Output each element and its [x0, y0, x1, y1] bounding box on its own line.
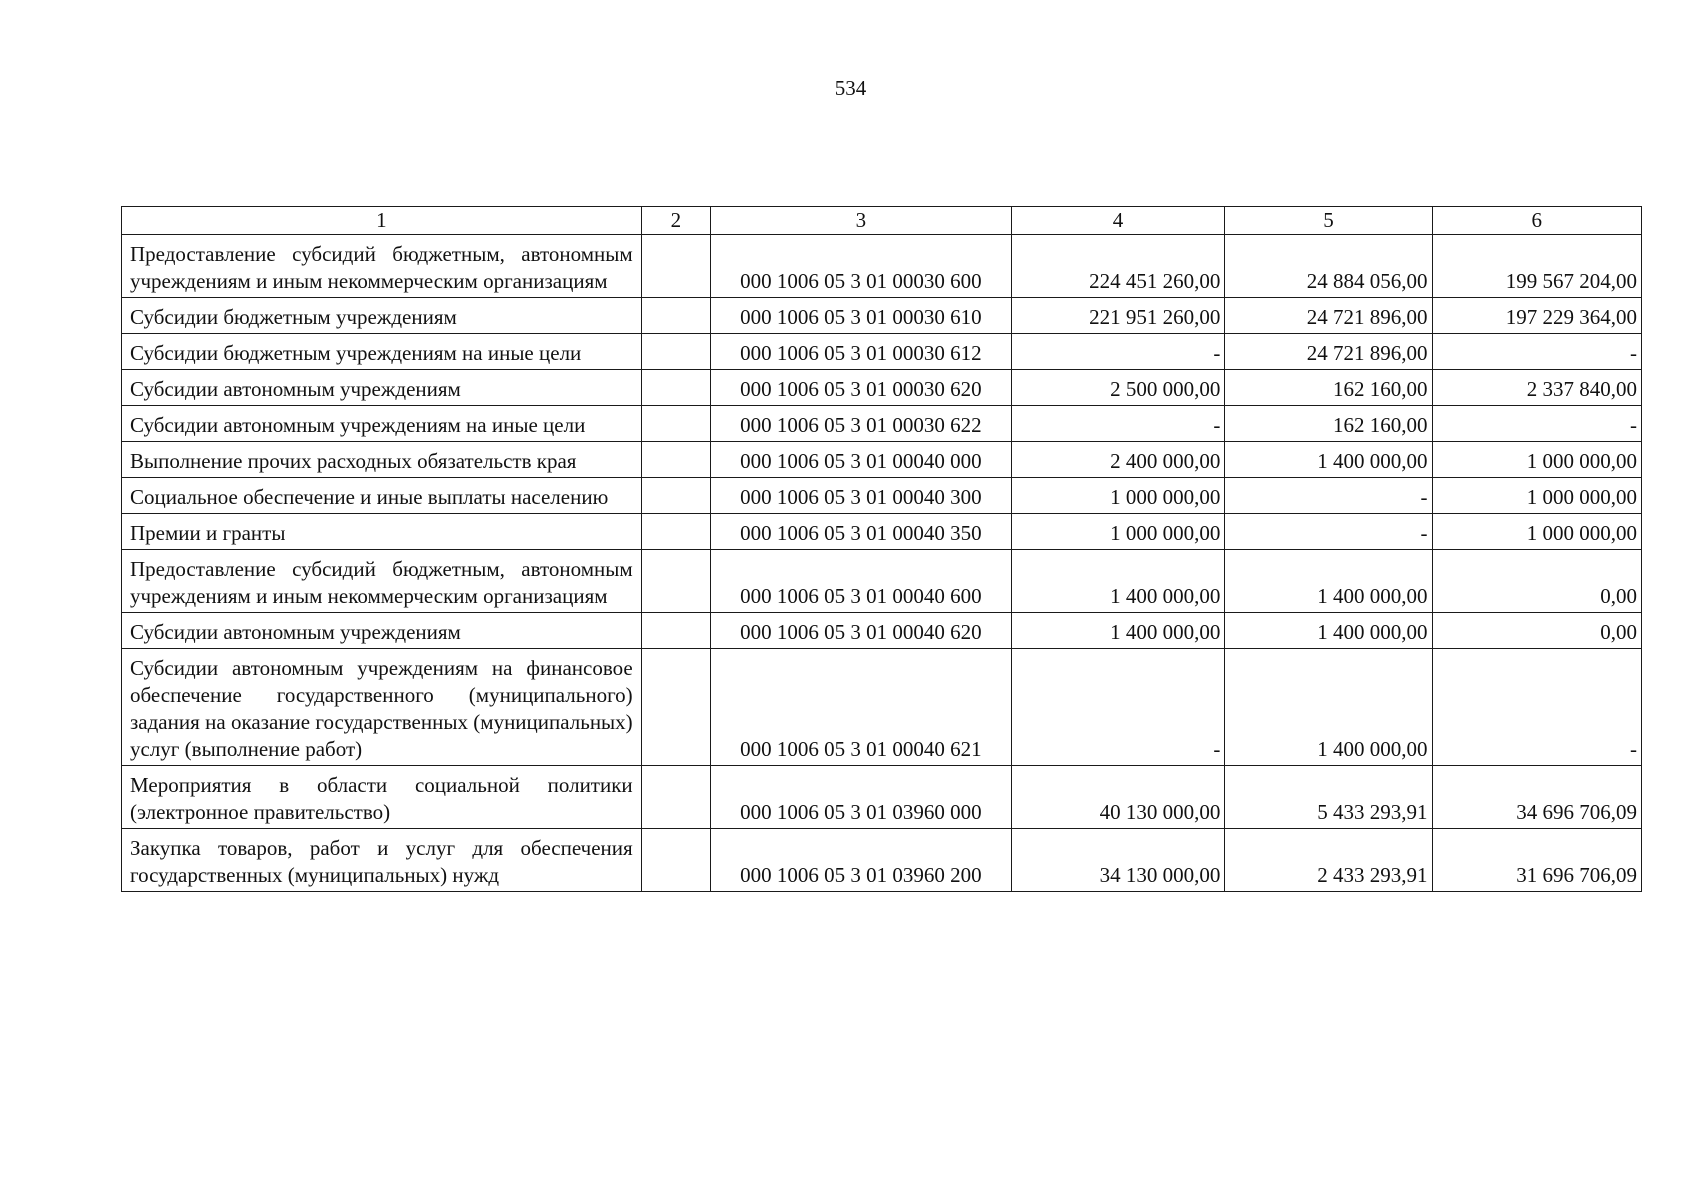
- table-row: [122, 514, 1642, 550]
- row-code-cell: 000 1006 05 3 01 00040 600: [711, 550, 1012, 613]
- row-code-cell: 000 1006 05 3 01 00030 620: [711, 370, 1012, 406]
- row-name-cell: Субсидии автономным учреждениям: [122, 613, 642, 649]
- row-col4-value: 2 400 000,00: [1011, 442, 1225, 478]
- row-col6-value: 31 696 706,09: [1432, 829, 1641, 892]
- row-col4-value: 2 500 000,00: [1011, 370, 1225, 406]
- row-name-cell: Выполнение прочих расходных обязательств края: [122, 442, 642, 478]
- row-col5-value: 1 400 000,00: [1225, 649, 1432, 766]
- row-col2-cell: [641, 766, 710, 829]
- header-cell-col5: 5: [1225, 207, 1432, 235]
- row-col5-value: -: [1225, 478, 1432, 514]
- header-cell-col6: 6: [1432, 207, 1641, 235]
- row-col2-cell: [641, 298, 710, 334]
- row-col5-value: 162 160,00: [1225, 370, 1432, 406]
- header-cell-col1: 1: [122, 207, 642, 235]
- budget-table: [121, 206, 1642, 892]
- row-code-cell: 000 1006 05 3 01 00040 350: [711, 514, 1012, 550]
- row-col5-value: 5 433 293,91: [1225, 766, 1432, 829]
- row-name-cell: Субсидии автономным учреждениям на финансовое обеспечение государственного (муниципального) задания на оказание государственных (муниципальных) услуг (выполнение работ): [122, 649, 642, 766]
- header-cell-col4: 4: [1011, 207, 1225, 235]
- row-code-cell: 000 1006 05 3 01 00040 300: [711, 478, 1012, 514]
- page-number: 534: [834, 76, 867, 100]
- row-col5-value: 1 400 000,00: [1225, 442, 1432, 478]
- table-row: [122, 649, 1642, 766]
- row-col2-cell: [641, 478, 710, 514]
- row-col6-value: 199 567 204,00: [1432, 235, 1641, 298]
- row-name-cell: Премии и гранты: [122, 514, 642, 550]
- table-row: [122, 766, 1642, 829]
- row-col2-cell: [641, 550, 710, 613]
- row-col2-cell: [641, 514, 710, 550]
- row-col5-value: 2 433 293,91: [1225, 829, 1432, 892]
- row-col5-value: 24 721 896,00: [1225, 298, 1432, 334]
- row-col4-value: -: [1011, 334, 1225, 370]
- row-name-cell: Предоставление субсидий бюджетным, автономным учреждениям и иным некоммерческим организациям: [122, 235, 642, 298]
- row-name-cell: Предоставление субсидий бюджетным, автономным учреждениям и иным некоммерческим организациям: [122, 550, 642, 613]
- row-col5-value: -: [1225, 514, 1432, 550]
- row-col2-cell: [641, 649, 710, 766]
- row-col5-value: 24 721 896,00: [1225, 334, 1432, 370]
- row-col6-value: 197 229 364,00: [1432, 298, 1641, 334]
- row-col5-value: 24 884 056,00: [1225, 235, 1432, 298]
- row-name-cell: Субсидии бюджетным учреждениям: [122, 298, 642, 334]
- row-col6-value: 1 000 000,00: [1432, 442, 1641, 478]
- row-col6-value: 1 000 000,00: [1432, 478, 1641, 514]
- row-col6-value: 1 000 000,00: [1432, 514, 1641, 550]
- row-col4-value: 40 130 000,00: [1011, 766, 1225, 829]
- row-col6-value: 34 696 706,09: [1432, 766, 1641, 829]
- row-col4-value: 1 400 000,00: [1011, 613, 1225, 649]
- row-col6-value: -: [1432, 406, 1641, 442]
- row-col4-value: 1 000 000,00: [1011, 478, 1225, 514]
- row-col6-value: 0,00: [1432, 613, 1641, 649]
- row-code-cell: 000 1006 05 3 01 00030 622: [711, 406, 1012, 442]
- table-row: [122, 298, 1642, 334]
- row-col2-cell: [641, 613, 710, 649]
- row-col5-value: 162 160,00: [1225, 406, 1432, 442]
- row-name-cell: Субсидии автономным учреждениям: [122, 370, 642, 406]
- table-row: [122, 613, 1642, 649]
- row-col4-value: 221 951 260,00: [1011, 298, 1225, 334]
- row-name-cell: Мероприятия в области социальной политики (электронное правительство): [122, 766, 642, 829]
- row-col2-cell: [641, 442, 710, 478]
- row-name-cell: Субсидии автономным учреждениям на иные цели: [122, 406, 642, 442]
- row-code-cell: 000 1006 05 3 01 00030 612: [711, 334, 1012, 370]
- row-col6-value: 2 337 840,00: [1432, 370, 1641, 406]
- table-row: [122, 370, 1642, 406]
- row-col2-cell: [641, 829, 710, 892]
- row-col6-value: 0,00: [1432, 550, 1641, 613]
- row-col4-value: -: [1011, 406, 1225, 442]
- row-col4-value: 34 130 000,00: [1011, 829, 1225, 892]
- table-row: [122, 829, 1642, 892]
- row-col2-cell: [641, 370, 710, 406]
- row-col2-cell: [641, 406, 710, 442]
- table-body: [122, 207, 1642, 892]
- row-col4-value: 224 451 260,00: [1011, 235, 1225, 298]
- table-header-row: [122, 207, 1642, 235]
- row-code-cell: 000 1006 05 3 01 00040 620: [711, 613, 1012, 649]
- row-code-cell: 000 1006 05 3 01 03960 200: [711, 829, 1012, 892]
- row-name-cell: Закупка товаров, работ и услуг для обеспечения государственных (муниципальных) нужд: [122, 829, 642, 892]
- row-name-cell: Субсидии бюджетным учреждениям на иные цели: [122, 334, 642, 370]
- table-row: [122, 406, 1642, 442]
- row-col4-value: -: [1011, 649, 1225, 766]
- table-row: [122, 478, 1642, 514]
- table-row: [122, 235, 1642, 298]
- row-col5-value: 1 400 000,00: [1225, 550, 1432, 613]
- row-col2-cell: [641, 235, 710, 298]
- header-cell-col3: 3: [711, 207, 1012, 235]
- row-code-cell: 000 1006 05 3 01 00040 621: [711, 649, 1012, 766]
- row-code-cell: 000 1006 05 3 01 00040 000: [711, 442, 1012, 478]
- table-row: [122, 550, 1642, 613]
- row-col6-value: -: [1432, 334, 1641, 370]
- header-cell-col2: 2: [641, 207, 710, 235]
- row-name-cell: Социальное обеспечение и иные выплаты населению: [122, 478, 642, 514]
- table-row: [122, 334, 1642, 370]
- table-row: [122, 442, 1642, 478]
- row-code-cell: 000 1006 05 3 01 00030 600: [711, 235, 1012, 298]
- row-code-cell: 000 1006 05 3 01 03960 000: [711, 766, 1012, 829]
- row-col2-cell: [641, 334, 710, 370]
- row-col4-value: 1 400 000,00: [1011, 550, 1225, 613]
- row-code-cell: 000 1006 05 3 01 00030 610: [711, 298, 1012, 334]
- row-col6-value: -: [1432, 649, 1641, 766]
- row-col4-value: 1 000 000,00: [1011, 514, 1225, 550]
- row-col5-value: 1 400 000,00: [1225, 613, 1432, 649]
